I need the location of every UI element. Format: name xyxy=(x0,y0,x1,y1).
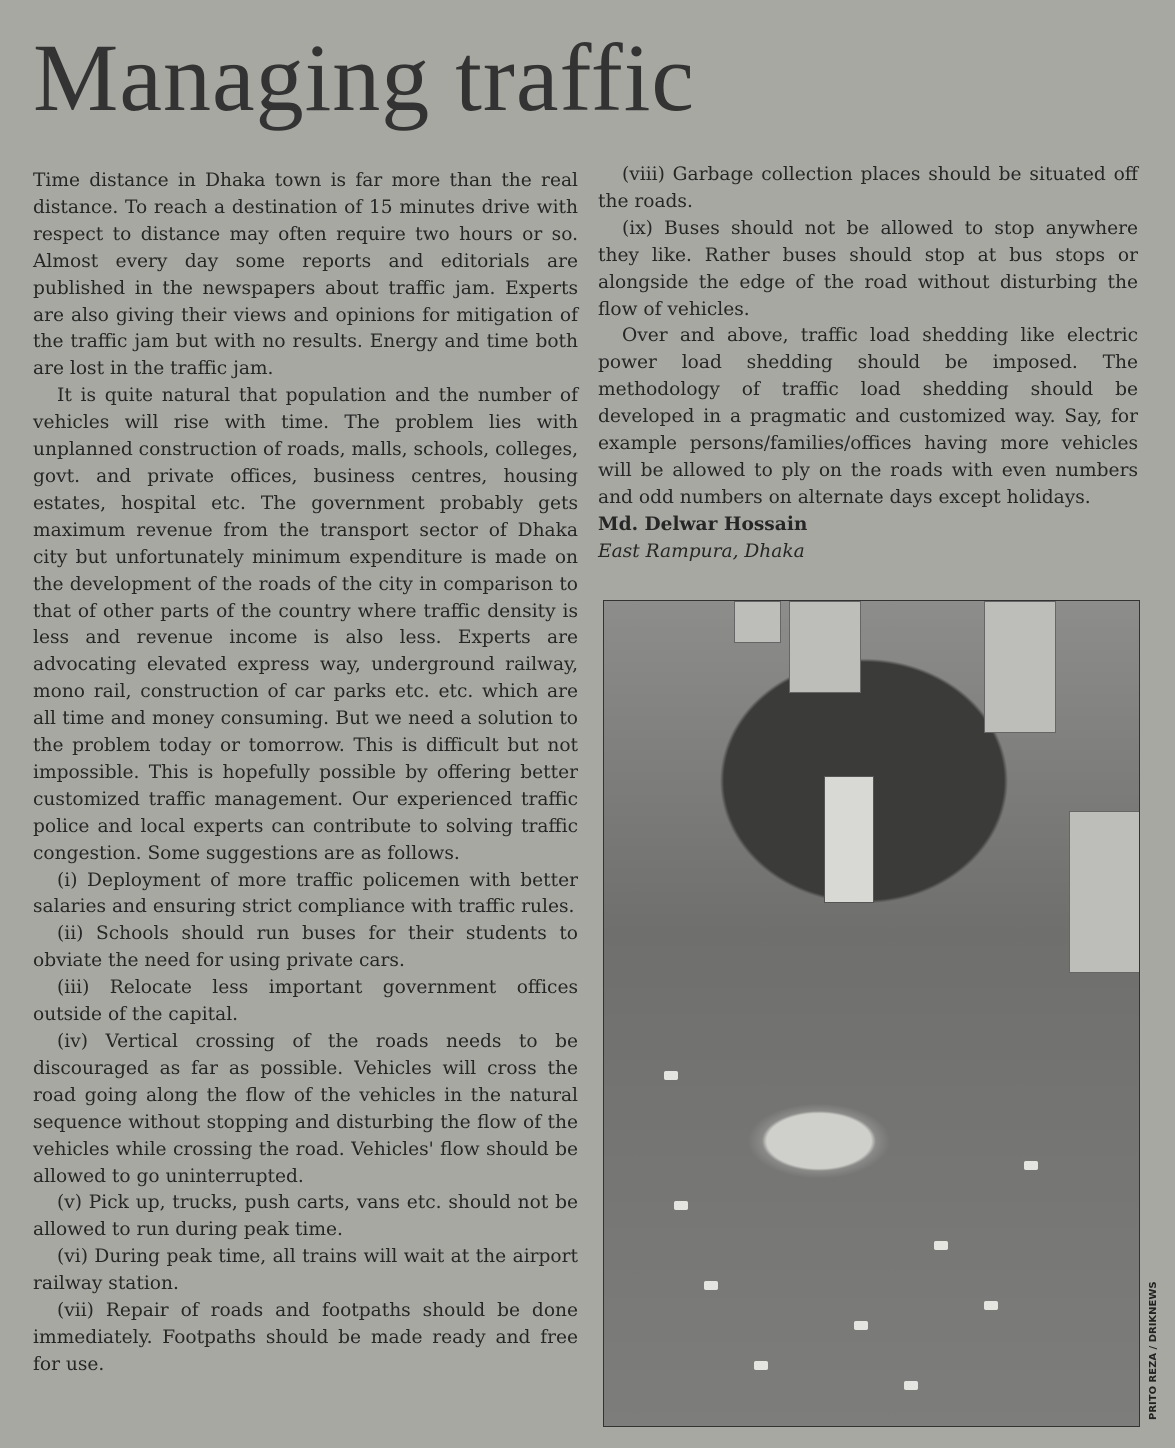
author-location: East Rampura, Dhaka xyxy=(598,540,805,562)
left-column xyxy=(33,168,578,1379)
suggestion-item: (vii) Repair of roads and footpaths should be done immediately. Footpaths should be made ready and free for use. xyxy=(33,1300,578,1375)
building xyxy=(734,601,781,643)
building xyxy=(984,601,1056,733)
building xyxy=(789,601,861,693)
photo-credit: PRITO REZA / DRIKNEWS xyxy=(1148,1281,1159,1420)
building xyxy=(1069,811,1140,973)
suggestion-item: (v) Pick up, trucks, push carts, vans etc. should not be allowed to run during peak time. xyxy=(33,1192,578,1241)
suggestion-item: (i) Deployment of more traffic policemen with better salaries and ensuring strict compliance with traffic rules. xyxy=(33,869,578,918)
suggestion-item: (ix) Buses should not be allowed to stop anywhere they like. Rather buses should stop at bus stops or alongside the edge of the road without disturbing the flow of vehicles. xyxy=(598,217,1138,320)
paragraph: Time distance in Dhaka town is far more than the real distance. To reach a destination of 15 minutes drive with respect to distance may often require two hours or so. Almost every day some reports and editorials are published in the newspapers about traffic jam. Experts are also giving their views and opinions for mitigation of the traffic jam but with no results. Energy and time both are lost in the traffic jam. xyxy=(33,170,578,380)
traffic-photo xyxy=(603,600,1140,1427)
suggestion-item: (vi) During peak time, all trains will wait at the airport railway station. xyxy=(33,1246,578,1295)
suggestion-item: (viii) Garbage collection places should be situated off the roads. xyxy=(598,164,1138,212)
monument xyxy=(824,776,874,903)
headline: Managing traffic xyxy=(33,24,695,131)
paragraph: Over and above, traffic load shedding like electric power load shedding should be imposed. The methodology of traffic load shedding should be developed in a pragmatic and customized way. Say, for example persons/families/offices having more vehicles will be allowed to ply on the roads with even numbers and odd numbers on alternate days except holidays. xyxy=(598,325,1138,508)
suggestion-item: (iii) Relocate less important government offices outside of the capital. xyxy=(33,977,578,1026)
right-column xyxy=(598,162,1138,566)
author-name: Md. Delwar Hossain xyxy=(598,513,808,535)
paragraph: It is quite natural that population and the number of vehicles will rise with time. The problem lies with unplanned construction of roads, malls, schools, colleges, govt. and private offices, business centres, housing estates, hospital etc. The government probably gets maximum revenue from the transport sector of Dhaka city but unfortunately minimum expenditure is made on the development of the roads of the city in comparison to that of other parts of the country where traffic density is less and revenue income is also less. Experts are advocating elevated express way, underground railway, mono rail, construction of car parks etc. etc. which are all time and money consuming. But we need a solution to the problem today or tomorrow. This is difficult but not impossible. This is hopefully possible by offering better customized traffic management. Our experienced traffic police and local experts can contribute to solving traffic congestion. Some suggestions are as follows. xyxy=(33,385,578,864)
suggestion-item: (iv) Vertical crossing of the roads needs to be discouraged as far as possible. Vehicles will cross the road going along the flow of the vehicles in the natural sequence without stopping and disturbing the flow of the vehicles while crossing the road. Vehicles' flow should be allowed to go uninterrupted. xyxy=(33,1031,578,1187)
suggestion-item: (ii) Schools should run buses for their students to obviate the need for using private cars. xyxy=(33,923,578,972)
